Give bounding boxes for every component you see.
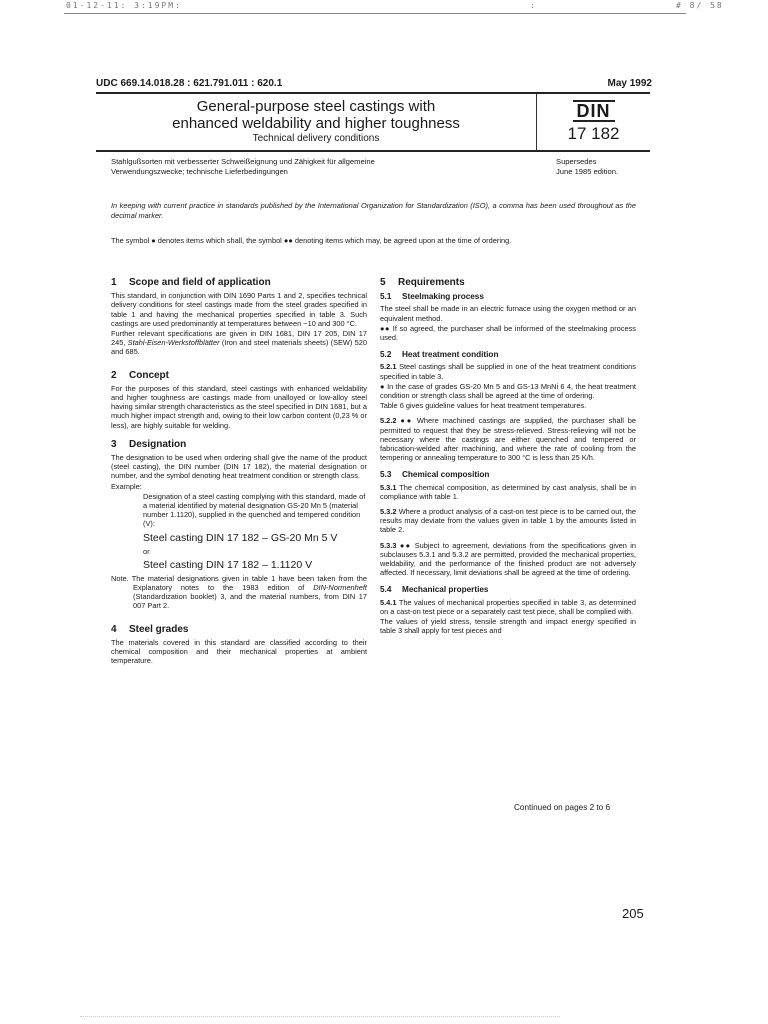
text-span: ●● Where machined castings are supplied, the purchaser shall be permitted to request that they be stress-relieved. Stress-relieving will not be necessary where the castings are either quenched and tempered or fabrication-welded after machining, and where the rate of cooling from the tempering or annealing temperature to 300 °C is less than 25 K/h. (380, 416, 636, 463)
text-span: (Standardization booklet) 3, and the material numbers, from DIN 17 007 Part 2. (133, 592, 367, 611)
subsection-title: Mechanical properties (402, 585, 489, 595)
fax-divider (64, 13, 686, 14)
subsection-number: 5.1 (380, 292, 392, 302)
title-block (96, 98, 536, 144)
scan-artifact-line (80, 1016, 560, 1017)
din-logo: DIN (573, 100, 615, 122)
paragraph: This standard, in conjunction with DIN 1690 Parts 1 and 2, specifies technical delivery conditions for steel castings made from the steel grades specified in table 1 and having the mechanical properties specified in table 3. Such castings are used predominantly at temperatures between −10 and 300 °C. (111, 291, 367, 328)
section-title: Steel grades (129, 623, 189, 635)
text-span: Steel castings shall be supplied in one of the heat treatment conditions specified in table 3. (380, 362, 636, 381)
note (111, 574, 367, 611)
german-title (111, 157, 511, 177)
subsection-number: 5.4 (380, 585, 392, 595)
german-title-line-1: Stahlgußsorten mit verbesserter Schweißeignung und Zähigkeit für allgemeine (111, 157, 375, 166)
section-title: Scope and field of application (129, 277, 271, 288)
text-span: Further relevant specifications are given in DIN 1681, DIN 17 205, DIN 17 245, (111, 329, 367, 348)
subsection-heading (380, 350, 636, 359)
designation-example-1: Steel casting DIN 17 182 – GS-20 Mn 5 V (143, 531, 338, 544)
subsection-heading (380, 292, 636, 301)
section-number: 2 (111, 369, 117, 381)
supersedes-line-2: June 1985 edition. (556, 167, 619, 176)
paragraph: For the purposes of this standard, steel castings with enhanced weldability and higher toughness are castings made from unalloyed or low-alloy steel having similar strength characteristics as the steel specified in DIN 1681, but a much higher impact strength and, owing to their low carbon content (0,23 % or less), are highly suitable for welding. (111, 383, 367, 430)
right-column (380, 278, 636, 637)
decimal-marker-note: In keeping with current practice in standards published by the International Organization for Standardization (ISO), a comma has been used throughout as the decimal marker. (111, 201, 636, 220)
example-block (111, 492, 367, 572)
or-label: or (143, 546, 150, 556)
fax-header (0, 0, 768, 14)
text-span: The chemical composition, as determined by cast analysis, shall be in compliance with table 1. (380, 482, 636, 501)
supersedes-note (556, 157, 618, 177)
section-title: Concept (129, 369, 169, 381)
paragraph: The values of yield stress, tensile strength and impact energy specified in table 3 shall apply for test pieces and (380, 617, 636, 636)
section-number: 3 (111, 438, 117, 450)
paragraph (380, 507, 636, 535)
section-heading (111, 278, 367, 287)
subsection-number: 5.3 (380, 470, 392, 480)
text-span: Note. The material designations given in table 1 have been taken from the Explanatory notes to the 1983 edition of (111, 573, 367, 593)
subsection-number: 5.2 (380, 350, 392, 360)
example-label: Example: (111, 481, 142, 491)
paragraph (380, 362, 636, 380)
left-column (111, 278, 367, 667)
paragraph (380, 598, 636, 616)
text-span: The values of mechanical properties specified in table 3, as determined on a cast-on test piece or a separately cast test piece, shall be complied with. (380, 597, 637, 616)
subsection-title: Heat treatment condition (402, 350, 499, 360)
section-heading (380, 278, 636, 287)
section-number: 4 (111, 623, 117, 635)
clause-number: 5.3.1 (380, 482, 397, 492)
text-span: ●● Subject to agreement, deviations from the specifications given in subclauses 5.3.1 and 5.3.2 are permitted, provided the mechanical properties, weldability, and the performance of the finished product are not adversely affected. If necessary, limit deviations shall be agreed at the time of ordering. (380, 540, 636, 578)
symbol-note: The symbol ● denotes items which shall, the symbol ●● denoting items which may, be agreed upon at the time of ordering. (111, 236, 512, 245)
title-line-1: General-purpose steel castings with (196, 98, 436, 115)
paragraph (380, 541, 636, 578)
supersedes-line-1: Supersedes (556, 157, 597, 166)
title-subtitle: Technical delivery conditions (252, 133, 380, 144)
subsection-title: Steelmaking process (402, 292, 484, 302)
clause-number: 5.3.2 (380, 507, 397, 517)
section-heading (111, 440, 367, 449)
paragraph: ● In the case of grades GS-20 Mn 5 and GS-13 MnNi 6 4, the heat treatment condition or strength class shall be agreed at the time of ordering. (380, 381, 636, 401)
italic-span: Stahl-Eisen-Werkstoffblätter (127, 338, 220, 348)
german-title-line-2: Verwendungszwecke; technische Lieferbedingungen (111, 167, 288, 176)
publication-date: May 1992 (607, 78, 652, 89)
paragraph: ●● If so agreed, the purchaser shall be informed of the steelmaking process used. (380, 323, 636, 343)
clause-number: 5.3.3 (380, 540, 397, 550)
continued-note: Continued on pages 2 to 6 (514, 803, 611, 812)
section-number: 1 (111, 277, 117, 288)
paragraph (111, 329, 367, 357)
designation-example-2: Steel casting DIN 17 182 – 1.1120 V (143, 558, 313, 571)
subsection-heading (380, 585, 636, 594)
fax-header-middle: : (530, 1, 537, 10)
paragraph (380, 416, 636, 462)
section-heading (111, 625, 367, 634)
italic-span: DIN-Normenheft (313, 583, 367, 593)
title-line-2: enhanced weldability and higher toughness (172, 115, 460, 132)
din-block (537, 100, 650, 144)
paragraph: The materials covered in this standard are classified according to their chemical composition and their mechanical properties at ambient temperature. (111, 637, 367, 666)
clause-number: 5.4.1 (380, 597, 397, 607)
section-number: 5 (380, 277, 386, 288)
section-heading (111, 371, 367, 380)
din-number: 17 182 (567, 124, 620, 143)
fax-header-left: 01-12-11: 3:19PM: (66, 1, 182, 10)
fax-header-right: # 8/ 58 (676, 1, 724, 10)
section-title: Designation (129, 438, 187, 450)
example-text: Designation of a steel casting complying with this standard, made of a material identified by material designation GS-20 Mn 5 (material number 1.1120), supplied in the quenched and tempered condition (V): (143, 491, 366, 529)
udc-code: UDC 669.14.018.28 : 621.791.011 : 620.1 (96, 78, 283, 89)
clause-number: 5.2.2 (380, 416, 397, 426)
paragraph (380, 483, 636, 501)
page-number: 205 (622, 906, 644, 921)
subsection-heading (380, 470, 636, 479)
paragraph: Table 6 gives guideline values for heat treatment temperatures. (380, 401, 587, 411)
paragraph: The designation to be used when ordering shall give the name of the product (steel casting), the DIN number (DIN 17 182), the material designation or number, and the symbol denoting heat treatment condition or strength class. (111, 453, 367, 481)
clause-number: 5.2.1 (380, 362, 397, 372)
section-title: Requirements (398, 277, 465, 288)
paragraph: The steel shall be made in an electric furnace using the oxygen method or an equivalent method. (380, 304, 636, 323)
subsection-title: Chemical composition (402, 470, 490, 480)
title-box (96, 92, 650, 152)
text-span: Where a product analysis of a cast-on test piece is to be carried out, the results may deviate from the values given in table 1 by the amounts listed in table 2. (380, 507, 637, 535)
text-span: (Iron and steel materials sheets) (SEW) 520 and 685. (111, 338, 367, 357)
